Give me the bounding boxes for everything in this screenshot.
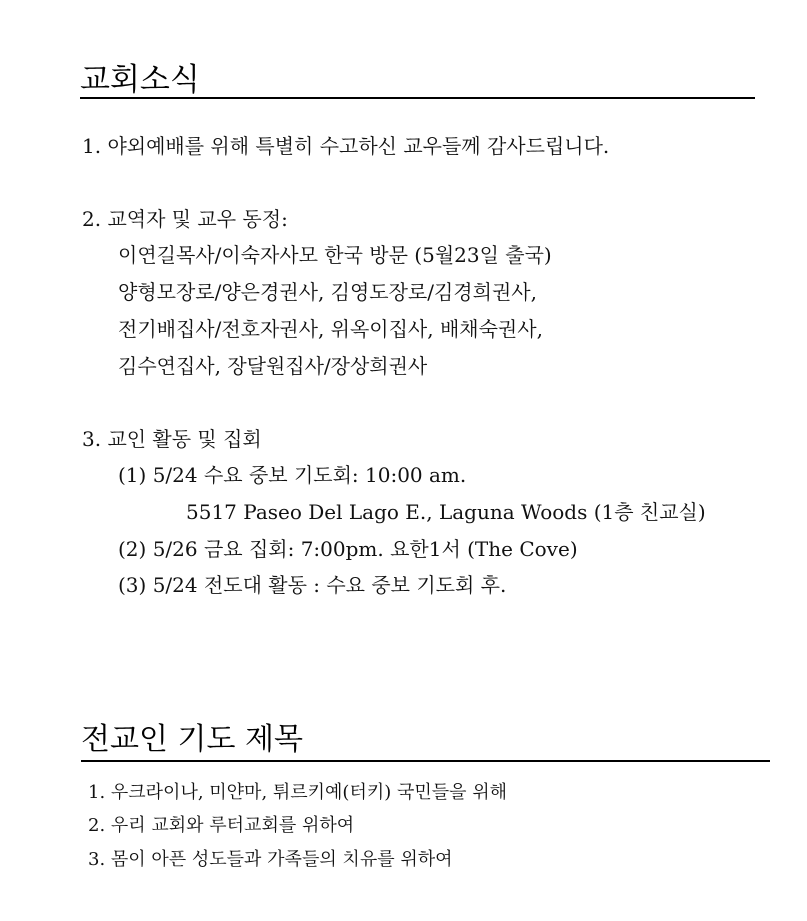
news-item-2-line-3: 전기배집사/전호자권사, 위옥이집사, 배채숙권사,: [118, 317, 543, 341]
news-item-2-line-4: 김수연집사, 장달원집사/장상희권사: [118, 354, 428, 378]
news-item-3-sub-3: (3) 5/24 전도대 활동 : 수요 중보 기도회 후.: [118, 573, 507, 597]
news-item-2-line-2: 양형모장로/양은경권사, 김영도장로/김경희권사,: [118, 280, 537, 304]
section-title-underline: [81, 760, 770, 762]
prayer-item-1: 1. 우크라이나, 미얀마, 튀르키예(터키) 국민들을 위해: [88, 782, 508, 803]
section-title-church-news: 교회소식: [80, 62, 200, 98]
prayer-item-3: 3. 몸이 아픈 성도들과 가족들의 치유를 위하여: [88, 849, 453, 870]
news-item-2-line-1: 이연길목사/이숙자사모 한국 방문 (5월23일 출국): [118, 243, 552, 267]
news-item-3-sub-2: (2) 5/26 금요 집회: 7:00pm. 요한1서 (The Cove): [118, 537, 578, 561]
news-item-3-sub-1-address: 5517 Paseo Del Lago E., Laguna Woods (1층 친교실): [186, 500, 706, 524]
news-item-2-heading: 2. 교역자 및 교우 동정:: [82, 207, 288, 231]
news-item-3-sub-1: (1) 5/24 수요 중보 기도회: 10:00 am.: [118, 463, 467, 487]
section-title-prayer-topics: 전교인 기도 제목: [81, 722, 303, 757]
news-item-1: 1. 야외예배를 위해 특별히 수고하신 교우들께 감사드립니다.: [82, 134, 610, 158]
prayer-item-2: 2. 우리 교회와 루터교회를 위하여: [88, 815, 355, 836]
news-item-3-heading: 3. 교인 활동 및 집회: [82, 427, 262, 451]
section-title-underline: [80, 97, 755, 99]
